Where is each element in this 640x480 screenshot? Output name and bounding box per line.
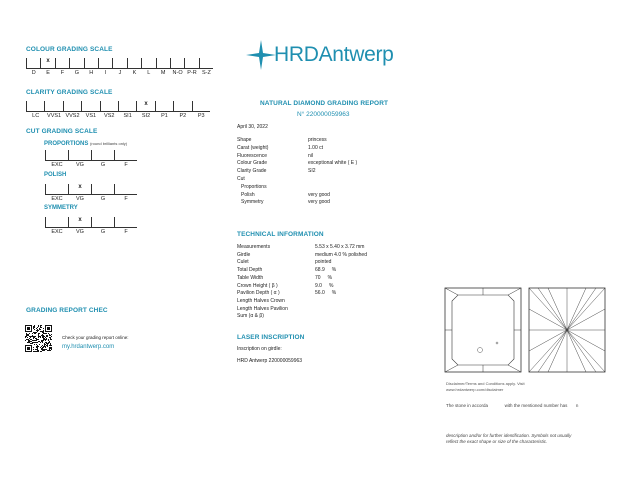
report-row [237,145,323,151]
grading-check-url[interactable]: my.hrdantwerp.com [62,344,115,350]
report-key: Proportions [241,183,267,190]
technical-key: Length Halves Crown [237,297,285,304]
symmetry-grade-label: F [124,229,128,235]
colour-grade-label: K [132,70,137,76]
report-value: very good [308,191,330,198]
clarity-grade-label: SI2 [141,113,151,119]
report-row [237,137,327,143]
report-number: N° 220000059963 [297,111,350,118]
clarity-grade-label: VVS1 [47,113,62,119]
technical-unit: % [328,282,334,289]
clarity-scale-title: CLARITY GRADING SCALE [26,89,113,96]
disclaimer-line1: Disclaimer/Terms and Conditions apply. Visit [446,381,525,386]
colour-grade-label: M [160,70,166,76]
report-row [237,192,330,198]
star-logo-icon [246,40,276,70]
technical-row [237,267,336,273]
technical-value: medium 4.0 % polished [315,251,367,258]
polish-title: POLISH [44,172,67,178]
symmetry-title: SYMMETRY [44,205,78,211]
clarity-grade-label: VVS2 [65,113,80,119]
proportions-grade-label: EXC [51,162,63,168]
laser-line1: Inscription on girdle: [237,346,282,352]
report-row [237,168,316,174]
technical-row [237,275,332,281]
colour-grading-scale [26,58,213,76]
technical-unit: % [331,290,337,297]
colour-grade-label: S-Z [201,70,211,76]
technical-key: Sum (α & β) [237,313,264,320]
clarity-grading-scale [26,101,210,119]
report-key: Shape [237,137,252,143]
disclaimer-paragraph-3: reflect the exact shape or size of the characteristic. [446,439,548,444]
technical-key: Crown Height ( β ) [237,282,278,289]
technical-row [237,313,315,319]
polish-grade-selected-mark: x [78,184,82,190]
technical-row [237,259,331,265]
proportions-grade-label: G [100,162,106,168]
pavilion-plot-diagram [528,287,606,378]
report-key: Polish [241,191,255,198]
technical-details [237,244,417,324]
clarity-grade-label: VS1 [85,113,97,119]
grading-check-line: Check your grading report online: [62,335,129,340]
technical-key: Total Depth [237,267,263,274]
technical-value: pointed [315,259,332,266]
clarity-grade-label: SI1 [123,113,132,119]
disclaimer-p1a: The stone in accorda [446,403,489,408]
disclaimer-paragraph-1 [446,403,578,408]
colour-grade-label: G [74,70,79,76]
report-value: nil [308,152,314,159]
report-row [237,160,357,166]
technical-value: 70 [315,274,321,281]
disclaimer-paragraph-2 [446,433,571,438]
colour-grade-label: I [104,70,107,76]
technical-unit: % [331,267,337,274]
polish-grade-label: VG [76,196,84,202]
technical-key: Length Halves Pavilion [237,305,288,312]
technical-value: 5.53 x 5.40 x 3.72 mm [315,244,365,250]
report-row [237,199,330,205]
laser-line2: HRD Antwerp 220000059963 [237,358,303,364]
proportions-label: PROPORTIONS [44,141,89,147]
colour-grade-label: E [46,70,50,76]
proportions-scale [45,150,137,168]
report-key: Symmetry [241,199,264,206]
report-value: SI2 [308,168,316,175]
report-key: Clarity Grade [237,168,267,175]
report-value: 1.00 ct [308,144,324,151]
technical-key: Culet [237,259,249,266]
report-title: NATURAL DIAMOND GRADING REPORT [260,100,389,107]
colour-grade-label: L [147,70,151,76]
colour-grade-label: H [89,70,94,76]
report-key: Cut [237,176,245,182]
colour-grade-label: P-R [187,70,197,76]
technical-key: Measurements [237,244,271,250]
cut-scale-title: CUT GRADING SCALE [26,128,98,135]
clarity-grade-label: P1 [161,113,168,119]
technical-row [237,298,315,304]
report-row [237,153,313,159]
disclaimer-p1c: n [575,403,579,408]
report-key: Carat (weight) [237,144,269,151]
colour-grade-label: D [31,70,36,76]
report-date: April 30, 2022 [237,124,268,130]
clarity-grade-label: P3 [197,113,205,119]
proportions-grade-label: F [124,162,128,168]
report-value: princess [308,137,327,143]
grading-check-title: GRADING REPORT CHEC [26,307,108,314]
technical-key: Pavilion Depth ( α ) [237,290,280,297]
clarity-grade-label: P2 [179,113,187,119]
report-row [237,184,308,190]
report-key: Fluorescence [237,152,268,159]
qr-code[interactable] [25,325,52,352]
logo-text: HRDAntwerp [274,43,394,66]
symmetry-grade-selected-mark: x [78,217,82,223]
disclaimer-line2[interactable]: www.hrdantwerp.com/disclaimer [446,387,504,392]
proportions-grade-label: VG [76,162,84,168]
report-value: exceptional white ( E ) [308,160,358,167]
technical-value: 68.9 [315,267,325,274]
symmetry-grade-label: G [100,229,106,235]
disclaimer-p2: description and/or for further identification. Symbols [446,433,549,438]
colour-grade-label: F [60,70,65,76]
colour-grade-label: J [118,70,122,76]
proportions-note: (round brilliants only) [90,141,128,146]
technical-value: 9.0 [315,282,322,289]
clarity-grade-label: VS2 [104,113,115,119]
crown-plot-diagram [444,287,522,378]
report-row [237,176,308,182]
colour-scale-title: COLOUR GRADING SCALE [26,46,113,53]
technical-key: Girdle [237,251,251,258]
technical-row [237,252,367,258]
colour-grade-selected-mark: x [46,58,50,64]
proportions-title [44,141,127,147]
report-value: very good [308,199,330,206]
clarity-grade-selected-mark: x [144,101,148,107]
disclaimer-p2b: not usually [549,433,572,438]
polish-grade-label: F [124,196,128,202]
technical-row [237,283,333,289]
polish-grade-label: G [100,196,106,202]
disclaimer-p1b: with the mentioned number has [504,403,568,408]
symmetry-grade-label: VG [76,229,84,235]
technical-title: TECHNICAL INFORMATION [237,231,324,238]
technical-row [237,290,336,296]
colour-grade-label: N-O [172,70,183,76]
report-key: Colour Grade [237,160,268,167]
technical-value: 56.0 [315,290,325,297]
technical-row [237,244,364,250]
symmetry-grade-label: EXC [51,229,63,235]
technical-row [237,306,315,312]
report-details [237,137,397,217]
clarity-grade-label: LC [32,113,40,119]
polish-scale [45,184,137,202]
symmetry-scale [45,217,137,235]
polish-grade-label: EXC [51,196,63,202]
technical-unit: % [327,274,333,281]
laser-title: LASER INSCRIPTION [237,334,305,341]
technical-key: Table Width [237,274,264,281]
